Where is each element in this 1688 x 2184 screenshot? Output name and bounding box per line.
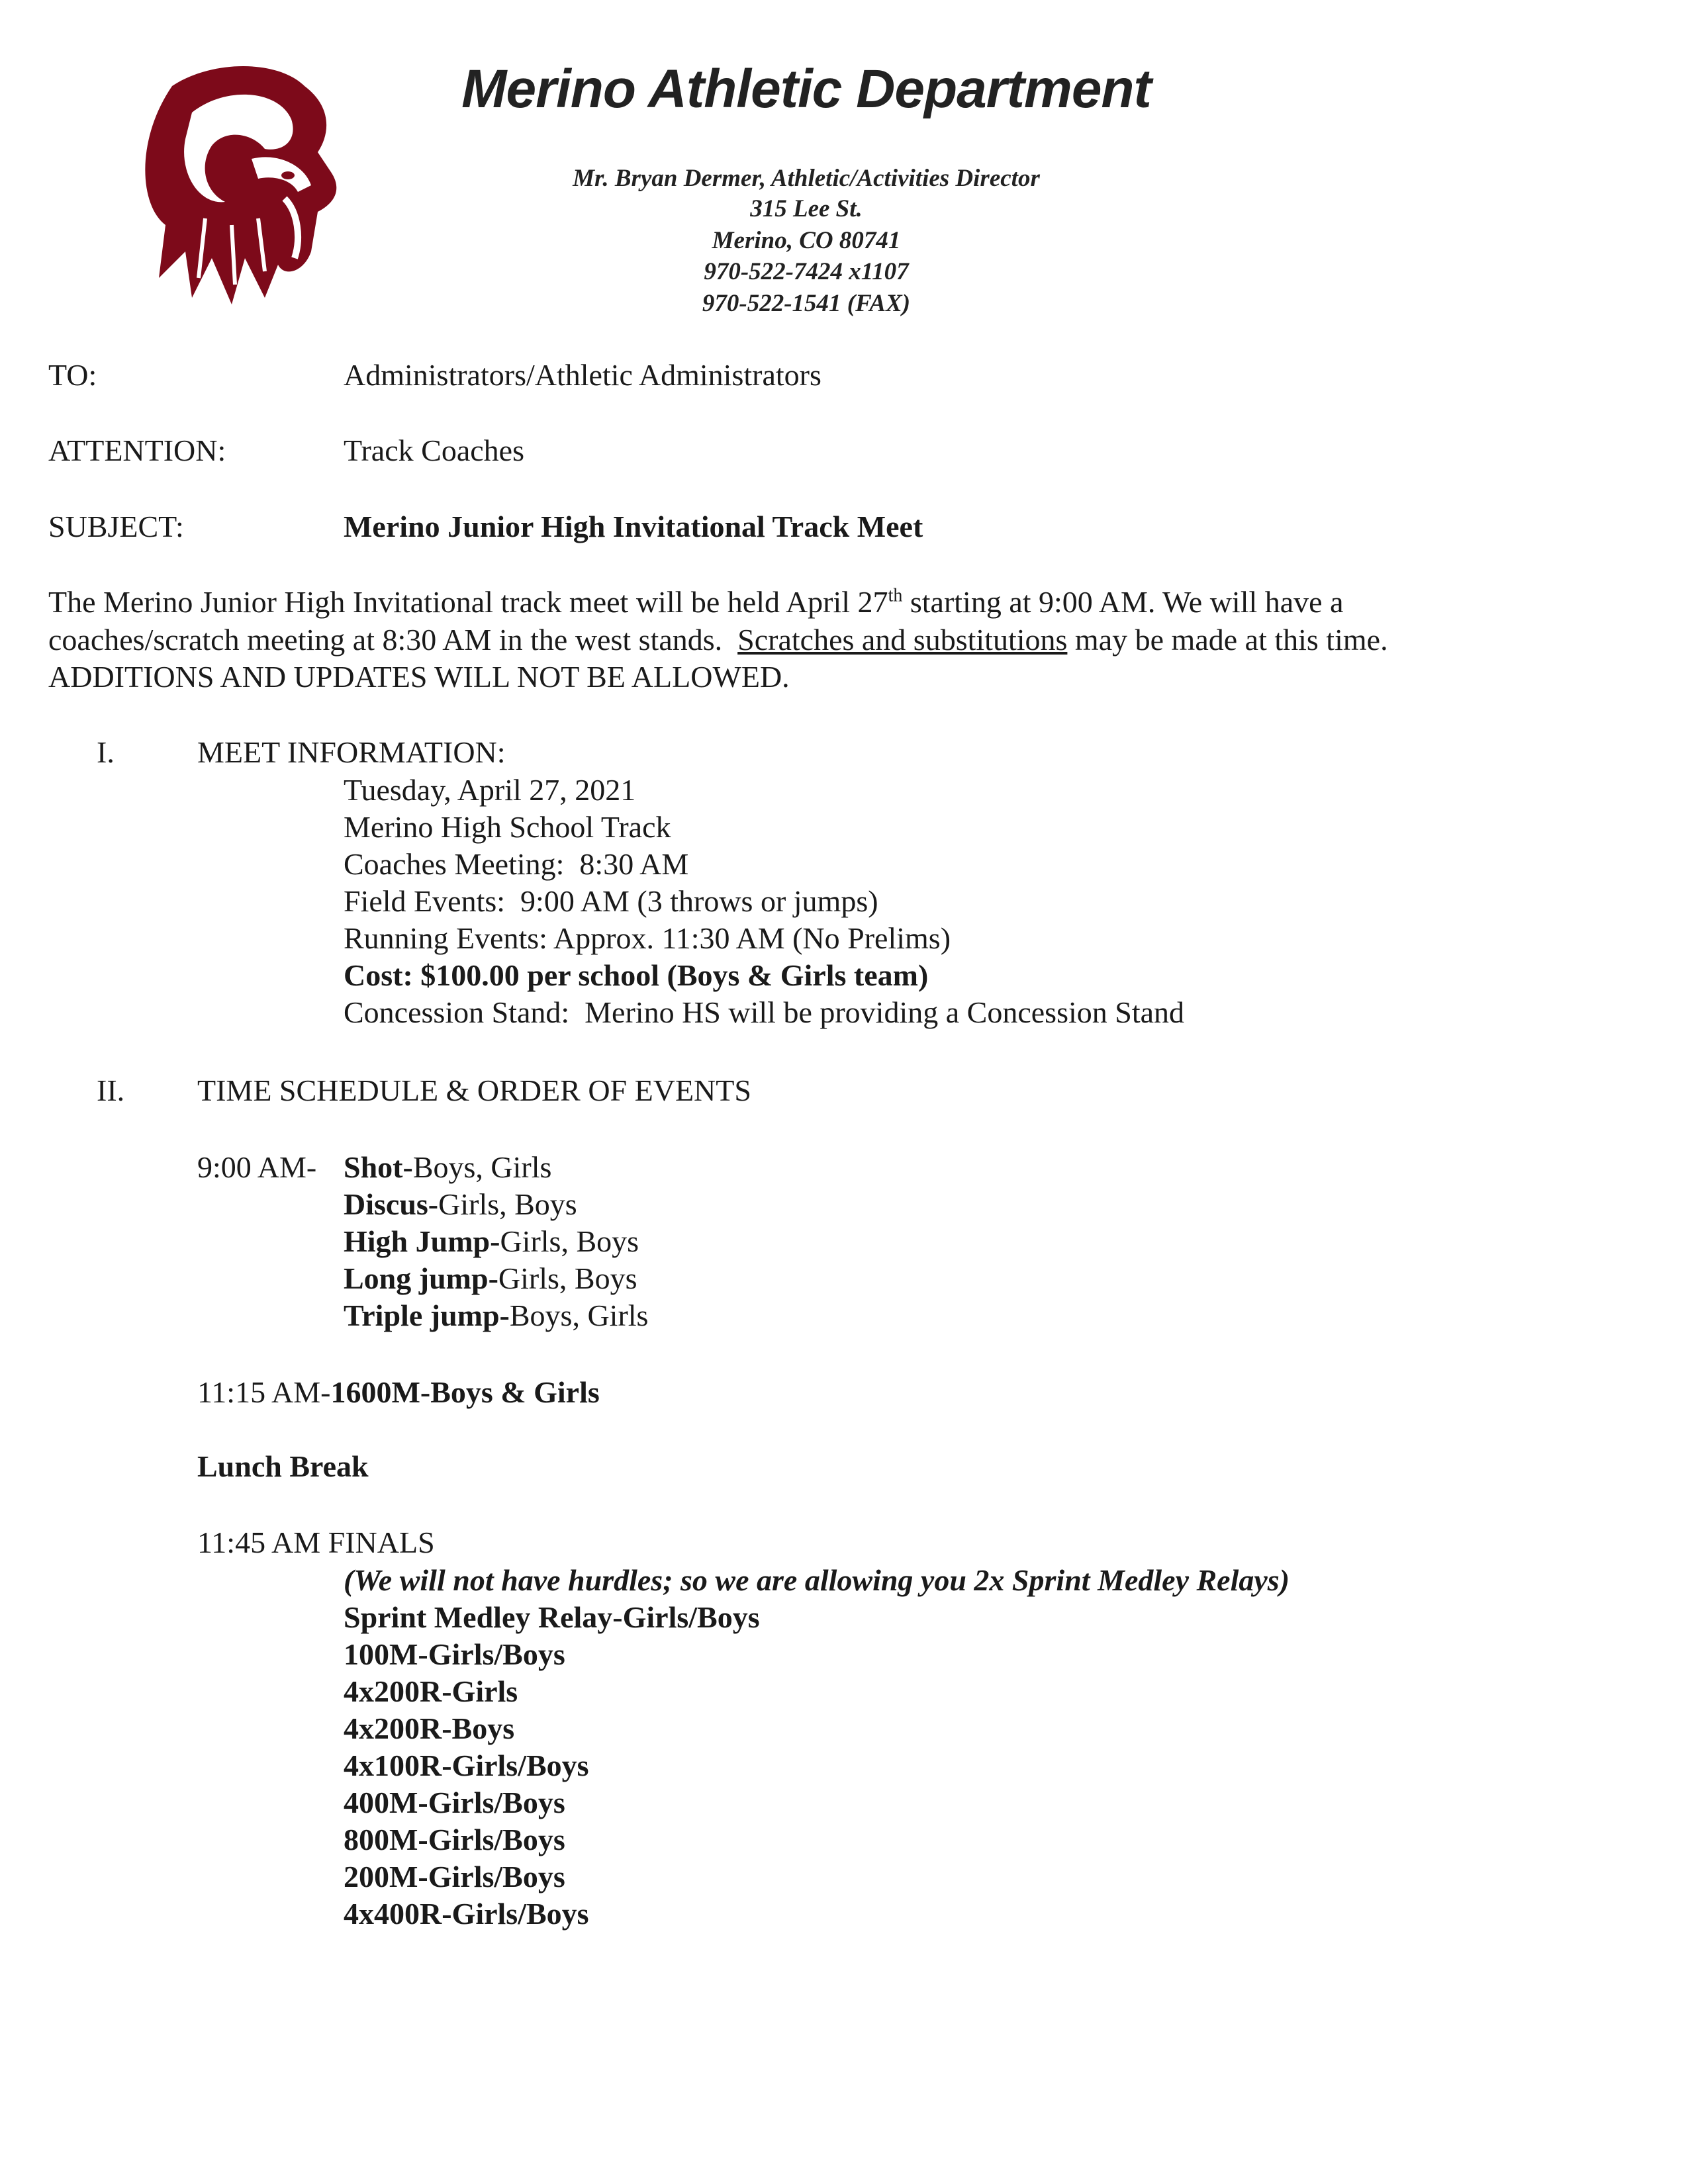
finals-event: 4x200R-Boys [344, 1711, 515, 1745]
event-name: High Jump- [344, 1224, 500, 1258]
meet-info-line: Coaches Meeting: 8:30 AM [344, 847, 689, 881]
event-groups: Boys, Girls [412, 1150, 552, 1184]
event-groups: Girls, Boys [500, 1224, 639, 1258]
finals-event: 4x400R-Girls/Boys [344, 1897, 589, 1931]
to-label: TO: [48, 358, 97, 392]
meet-info-line: Tuesday, April 27, 2021 [344, 773, 636, 807]
attention-value: Track Coaches [344, 433, 524, 467]
phone-line: 970-522-7424 x1107 [704, 258, 909, 285]
concession-line: Concession Stand: Merino HS will be providing a Concession Stand [344, 995, 1185, 1029]
subject-value: Merino Junior High Invitational Track Meet [344, 510, 923, 543]
section-1-heading: MEET INFORMATION: [197, 735, 506, 769]
ordinal-suffix: th [888, 585, 903, 606]
finals-event: 4x100R-Girls/Boys [344, 1749, 589, 1782]
meet-info-list [344, 772, 1184, 1031]
event-groups: Girls, Boys [498, 1261, 637, 1295]
field-event [344, 1260, 648, 1297]
attention-label: ATTENTION: [48, 433, 226, 467]
meet-info-line: Field Events: 9:00 AM (3 throws or jumps) [344, 884, 878, 918]
field-event [344, 1297, 648, 1334]
to-value: Administrators/Athletic Administrators [344, 358, 821, 392]
intro-text: coaches/scratch meeting at 8:30 AM in the west stands. [48, 623, 738, 657]
street-line: 315 Lee St. [750, 195, 863, 222]
intro-line-1 [48, 584, 1344, 621]
meet-info-line: Running Events: Approx. 11:30 AM (No Prelims) [344, 921, 951, 955]
event-groups: Boys, Girls [509, 1298, 649, 1332]
section-2-heading: TIME SCHEDULE & ORDER OF EVENTS [197, 1073, 751, 1107]
finals-event: 400M-Girls/Boys [344, 1786, 565, 1819]
finals-note: (We will not have hurdles; so we are allowing you 2x Sprint Medley Relays) [344, 1563, 1290, 1597]
mile-line [197, 1374, 600, 1411]
field-event [344, 1149, 648, 1186]
intro-text: may be made at this time. [1067, 623, 1388, 657]
mile-time: 11:15 AM- [197, 1375, 331, 1409]
finals-event: Sprint Medley Relay-Girls/Boys [344, 1600, 760, 1634]
finals-event: 100M-Girls/Boys [344, 1637, 565, 1671]
city-line: Merino, CO 80741 [712, 227, 901, 254]
meet-info-line: Merino High School Track [344, 810, 671, 844]
finals-event: 4x200R-Girls [344, 1674, 518, 1708]
intro-line-3: ADDITIONS AND UPDATES WILL NOT BE ALLOWED. [48, 660, 790, 694]
finals-time: 11:45 AM FINALS [197, 1525, 435, 1559]
underlined-text: Scratches and substitutions [737, 623, 1068, 657]
mile-event: 1600M-Boys & Girls [330, 1375, 600, 1409]
subject-label: SUBJECT: [48, 510, 184, 543]
field-event [344, 1186, 648, 1223]
event-name: Shot- [344, 1150, 413, 1184]
section-2-numeral: II. [97, 1073, 125, 1107]
event-name: Discus- [344, 1187, 439, 1221]
event-name: Triple jump- [344, 1298, 510, 1332]
director-line: Mr. Bryan Dermer, Athletic/Activities Director [573, 165, 1040, 192]
lunch-break: Lunch Break [197, 1449, 369, 1483]
fax-line: 970-522-1541 (FAX) [702, 290, 911, 317]
finals-event: 200M-Girls/Boys [344, 1860, 565, 1893]
section-1-numeral: I. [97, 735, 115, 769]
page-title: Merino Athletic Department [461, 59, 1151, 119]
intro-text: starting at 9:00 AM. We will have a [902, 585, 1344, 619]
cost-line: Cost: $100.00 per school (Boys & Girls team) [344, 958, 929, 992]
finals-event: 800M-Girls/Boys [344, 1823, 565, 1856]
event-groups: Girls, Boys [438, 1187, 577, 1221]
intro-line-2 [48, 621, 1388, 659]
event-name: Long jump- [344, 1261, 498, 1295]
field-events-list [344, 1149, 648, 1334]
field-event [344, 1223, 648, 1260]
intro-text: The Merino Junior High Invitational track meet will be held April 27 [48, 585, 888, 619]
finals-list [344, 1562, 1289, 1933]
field-time: 9:00 AM- [197, 1150, 317, 1184]
